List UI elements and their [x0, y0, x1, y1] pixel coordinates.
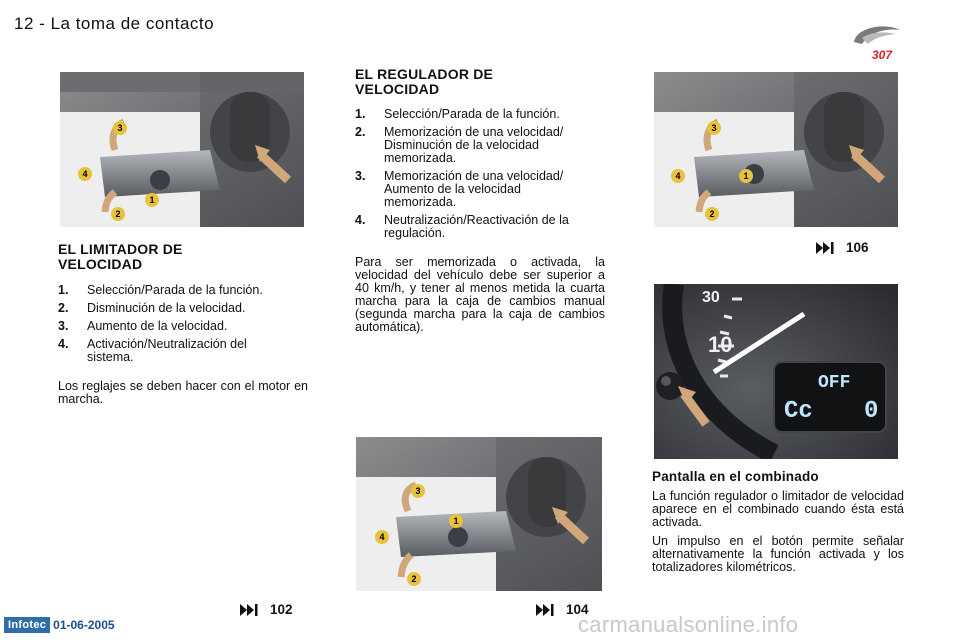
cluster-paragraph-1: La función regulador o limitador de velocidad aparece en el combinado cuando ésta está activada.: [652, 489, 904, 529]
callout-1: 1: [743, 171, 749, 181]
regulator-note: Para ser memorizada o activada, la velocidad del vehículo debe ser superior a 40 km/h, y tener al menos metida la cuarta marcha para la caja de cambios manual (segunda marcha para la caja de cambios automática).: [355, 255, 605, 334]
callout-2: 2: [411, 574, 417, 584]
callout-3: 3: [117, 123, 123, 133]
logo-model-text: 307: [872, 48, 893, 62]
limiter-stalk-photo: [60, 72, 304, 227]
list-item: 2. Disminución de la velocidad.: [58, 301, 246, 315]
cluster-section: [652, 469, 904, 574]
regulator-item-list: [355, 108, 605, 240]
instrument-cluster-photo: [654, 284, 898, 459]
limiter-note: Los reglajes se deben hacer con el motor en marcha.: [58, 379, 308, 406]
footer: [4, 617, 115, 633]
skip-forward-icon: [240, 604, 258, 616]
skip-forward-icon: [816, 242, 834, 254]
callout-1: 1: [149, 195, 155, 205]
callout-2: 2: [709, 209, 715, 219]
list-item: 1. Selección/Parada de la función.: [58, 283, 263, 297]
page-title: La toma de contacto: [50, 14, 215, 33]
infotec-badge: Infotec: [4, 617, 50, 633]
callout-3: 3: [415, 486, 421, 496]
display-value-text: 0: [864, 398, 879, 425]
peugeot-307-logo: [836, 18, 906, 62]
callout-4: 4: [379, 532, 385, 542]
cluster-paragraph-2: Un impulso en el botón permite señalar alternativamente la función activada y los totalizadores kilométricos.: [652, 534, 904, 574]
callout-1: 1: [453, 516, 459, 526]
combined-stalk-photo: [654, 72, 898, 227]
callout-2: 2: [115, 209, 121, 219]
list-item: 3. Memorización de una velocidad/ Aumento de la velocidad memorizada.: [355, 169, 564, 209]
cluster-title: Pantalla en el combinado: [652, 469, 819, 484]
page-reference-104[interactable]: 104: [536, 602, 589, 617]
page-reference-106[interactable]: 106: [816, 240, 869, 255]
callout-4: 4: [675, 171, 681, 181]
regulator-stalk-photo: [356, 437, 602, 591]
callout-4: 4: [82, 169, 88, 179]
page-header: [14, 14, 214, 34]
list-item: 3. Aumento de la velocidad.: [58, 319, 228, 333]
limiter-title: EL LIMITADOR DE VELOCIDAD: [58, 241, 183, 272]
list-item: 4. Activación/Neutralización del sistema.: [58, 337, 247, 364]
list-item: 1. Selección/Parada de la función.: [355, 107, 560, 121]
limiter-item-list: [58, 284, 308, 364]
callout-3: 3: [711, 123, 717, 133]
limiter-section: [58, 242, 308, 406]
list-item: 2. Memorización de una velocidad/ Disminución de la velocidad memorizada.: [355, 125, 564, 165]
regulator-title: EL REGULADOR DE VELOCIDAD: [355, 66, 494, 97]
footer-date: 01-06-2005: [53, 618, 115, 632]
gauge-label-10: 10: [708, 332, 733, 357]
display-mode-text: Cc: [784, 398, 813, 425]
page-number: 12: [14, 14, 34, 33]
list-item: 4. Neutralización/Reactivación de la regulación.: [355, 213, 569, 240]
display-status-text: OFF: [818, 373, 851, 393]
gauge-label-30: 30: [702, 289, 720, 306]
skip-forward-icon: [536, 604, 554, 616]
watermark: carmanualsonline.info: [578, 612, 799, 637]
regulator-section: [355, 67, 605, 334]
header-separator: -: [39, 14, 46, 33]
page-reference-102[interactable]: 102: [240, 602, 293, 617]
